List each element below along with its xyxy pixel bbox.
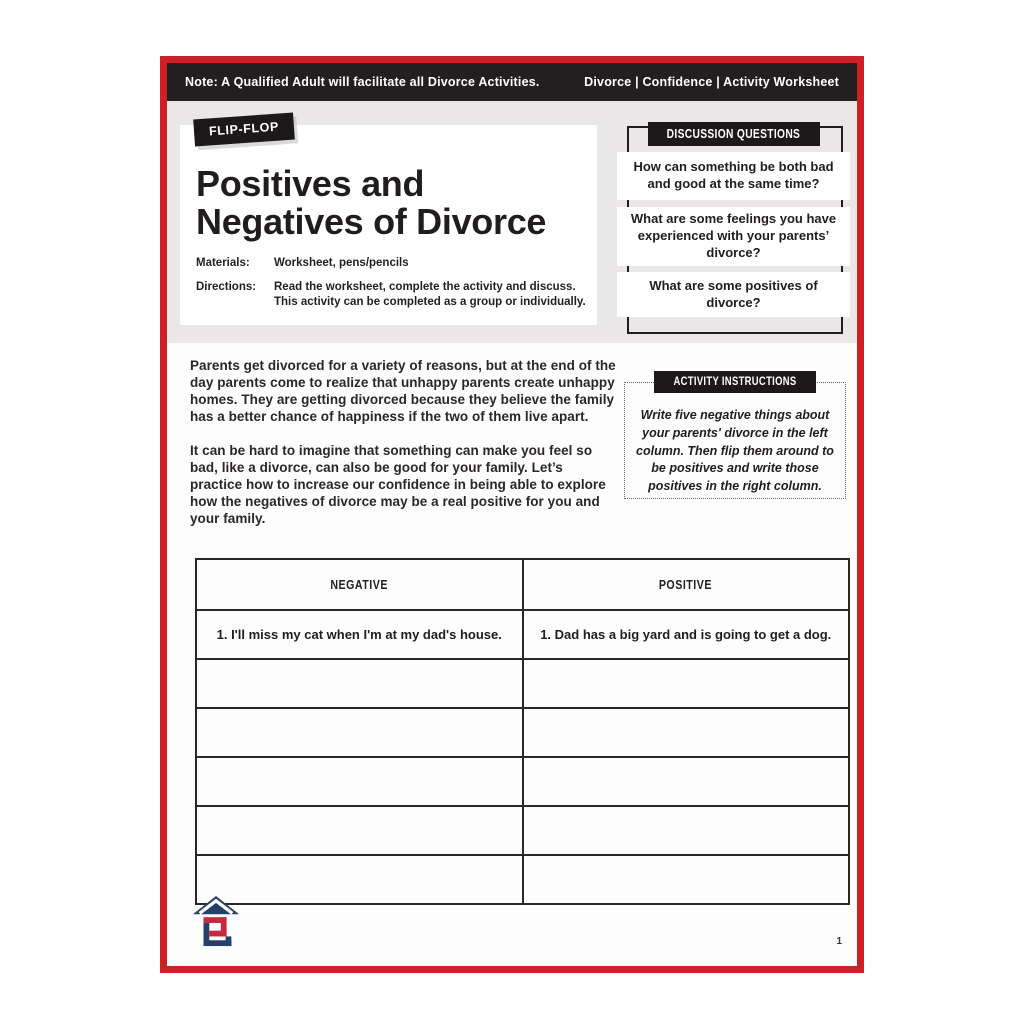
title-band xyxy=(167,101,857,343)
materials-label: Materials: xyxy=(196,256,250,269)
positive-cell[interactable] xyxy=(523,806,850,855)
top-note-bar xyxy=(167,63,857,101)
page-number: 1 xyxy=(836,936,842,947)
title-card xyxy=(180,119,597,325)
discussion-questions-panel xyxy=(617,122,850,335)
worksheet-table xyxy=(195,558,850,905)
negative-cell[interactable] xyxy=(196,708,523,757)
negative-cell[interactable] xyxy=(196,806,523,855)
breadcrumb: Divorce | Confidence | Activity Worksheet xyxy=(584,75,839,89)
main-content xyxy=(167,343,857,966)
negative-cell[interactable] xyxy=(196,855,523,904)
discussion-question-text: What are some positives of divorce? xyxy=(649,277,818,310)
facilitator-note: Note: A Qualified Adult will facilitate all Divorce Activities. xyxy=(185,75,540,89)
negative-cell[interactable] xyxy=(196,659,523,708)
discussion-question xyxy=(617,207,850,266)
positive-cell[interactable] xyxy=(523,708,850,757)
table-header-row xyxy=(196,559,849,610)
positive-cell[interactable] xyxy=(523,757,850,806)
flip-flop-badge: FLIP-FLOP xyxy=(193,113,295,147)
discussion-questions-header xyxy=(648,122,820,146)
worksheet-page xyxy=(160,56,864,973)
negative-cell[interactable]: 1. I'll miss my cat when I'm at my dad's house. xyxy=(196,610,523,659)
positive-cell[interactable] xyxy=(523,659,850,708)
discussion-questions-header-label: DISCUSSION QUESTIONS xyxy=(666,127,801,141)
materials-value: Worksheet, pens/pencils xyxy=(274,256,409,269)
discussion-question-text: How can something be both bad and good at the same time? xyxy=(633,159,834,191)
intro-paragraph-2: It can be hard to imagine that something can make you feel so bad, like a divorce, can also be good for your family. Let’s practice how to increase our confidence in being able to explore how the negatives of divorce may be a real positive for you and your family. xyxy=(190,443,606,526)
table-row xyxy=(196,659,849,708)
intro-paragraph-1: Parents get divorced for a variety of reasons, but at the end of the day parents come to realize that unhappy parents create unhappy homes. They are getting divorced because they believe the family has a better chance of happiness if the two of them live apart. xyxy=(190,358,616,424)
table-row xyxy=(196,806,849,855)
positive-cell[interactable]: 1. Dad has a big yard and is going to get a dog. xyxy=(523,610,850,659)
discussion-question xyxy=(617,152,850,200)
intro-text xyxy=(190,357,618,544)
activity-instructions-panel xyxy=(624,371,846,496)
positive-cell[interactable] xyxy=(523,855,850,904)
table-row xyxy=(196,855,849,904)
directions-value: Read the worksheet, complete the activity and discuss. This activity can be completed as a group or individually. xyxy=(274,280,586,308)
table-row xyxy=(196,610,849,659)
table-row xyxy=(196,708,849,757)
meta-block xyxy=(196,256,597,311)
activity-instructions-text: Write five negative things about your parents' divorce in the left column. Then flip them around to be positives and write those positives in the right column. xyxy=(636,408,834,493)
positive-column-header: POSITIVE xyxy=(523,559,850,610)
directions-row xyxy=(196,280,597,310)
table-row xyxy=(196,757,849,806)
materials-row xyxy=(196,256,597,271)
page-title: Positives and Negatives of Divorce xyxy=(196,163,547,242)
discussion-question xyxy=(617,272,850,317)
directions-label: Directions: xyxy=(196,280,257,293)
activity-instructions-header-label: ACTIVITY INSTRUCTIONS xyxy=(673,376,797,388)
activity-instructions-header xyxy=(654,371,816,393)
house-logo-icon xyxy=(191,895,241,949)
negative-cell[interactable] xyxy=(196,757,523,806)
negative-column-header: NEGATIVE xyxy=(196,559,523,610)
discussion-question-text: What are some feelings you have experienced with your parents’ divorce? xyxy=(630,211,837,260)
